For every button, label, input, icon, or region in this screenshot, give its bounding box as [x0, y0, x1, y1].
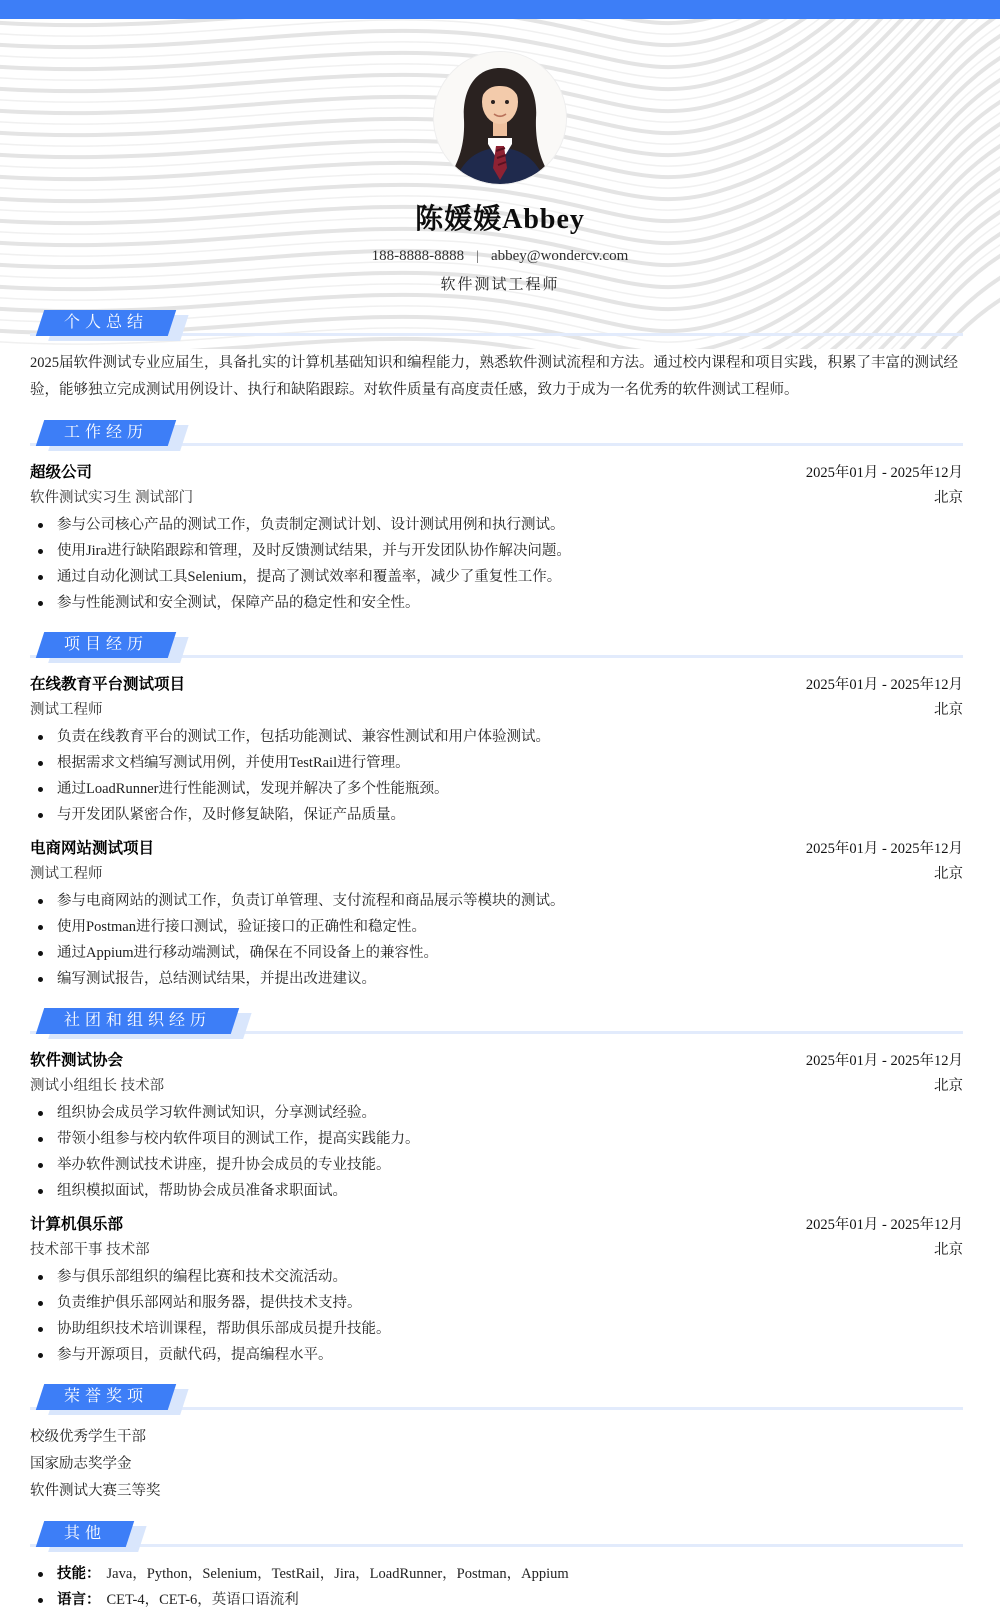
honor-item: 校级优秀学生干部 [30, 1429, 146, 1445]
entry-bullets [30, 512, 963, 616]
bullet-text: 参与电商网站的测试工作，负责订单管理、支付流程和商品展示等模块的测试。 [57, 893, 565, 909]
bullet-text: 参与开源项目，贡献代码，提高编程水平。 [57, 1347, 333, 1363]
contact-separator: | [476, 249, 479, 264]
bullet-item [30, 538, 963, 564]
bullet-text: 组织模拟面试，帮助协会成员准备求职面试。 [57, 1183, 347, 1199]
summary-text: 2025届软件测试专业应届生，具备扎实的计算机基础知识和编程能力，熟悉软件测试流程和方法。通过校内课程和项目实践，积累了丰富的测试经验，能够独立完成测试用例设计、执行和缺陷跟踪。对软件质量有高度责任感，致力于成为一名优秀的软件测试工程师。 [30, 355, 958, 398]
bullet-text: 通过Appium进行移动端测试，确保在不同设备上的兼容性。 [57, 945, 439, 961]
bullet-dot-icon [38, 601, 43, 606]
bullet-dot-icon [38, 1598, 43, 1603]
entry-location: 北京 [934, 702, 963, 718]
project-entry [30, 672, 963, 828]
section-title: 工作经历 [64, 424, 149, 441]
section-header-other [30, 1521, 963, 1547]
bullet-text: 使用Jira进行缺陷跟踪和管理，及时反馈测试结果，并与开发团队协作解决问题。 [57, 543, 571, 559]
entry-date: 2025年01月 - 2025年12月 [805, 677, 963, 693]
entry-date: 2025年01月 - 2025年12月 [805, 465, 963, 481]
section-tag-main [36, 310, 176, 336]
section-tag-main [36, 1384, 176, 1410]
bullet-dot-icon [38, 1301, 43, 1306]
profile-photo [434, 52, 566, 184]
bullet-dot-icon [38, 787, 43, 792]
section-header-work [30, 420, 963, 446]
bullet-dot-icon [38, 1137, 43, 1142]
section-tag [40, 420, 172, 446]
other-list [30, 1561, 963, 1613]
entry-title-row [30, 460, 963, 486]
honor-item: 软件测试大赛三等奖 [30, 1483, 161, 1499]
section-title: 社团和组织经历 [64, 1012, 212, 1029]
languages-line [30, 1587, 963, 1613]
entry-title: 软件测试协会 [30, 1052, 124, 1069]
bullet-dot-icon [38, 523, 43, 528]
phone-number: 188-8888-8888 [371, 248, 465, 264]
entry-subtitle-row [30, 698, 963, 723]
entry-date: 2025年01月 - 2025年12月 [805, 1053, 963, 1069]
section-tag-main [36, 632, 176, 658]
entry-date: 2025年01月 - 2025年12月 [805, 1217, 963, 1233]
section-header-projects [30, 632, 963, 658]
entry-title: 在线教育平台测试项目 [30, 676, 186, 693]
entry-title-row [30, 1212, 963, 1238]
entry-subtitle-row [30, 1074, 963, 1099]
bullet-item [30, 914, 963, 940]
honor-item: 国家励志奖学金 [30, 1456, 132, 1472]
skills-label: 技能： [57, 1566, 101, 1582]
entry-subtitle: 测试小组组长 技术部 [30, 1078, 165, 1094]
bullet-dot-icon [38, 1163, 43, 1168]
section-tag [40, 1521, 130, 1547]
bullet-item [30, 724, 963, 750]
project-entry [30, 836, 963, 992]
skills-text: Java，Python，Selenium，TestRail，Jira，LoadRunner，Postman，Appium [106, 1566, 569, 1582]
bullet-text: 带领小组参与校内软件项目的测试工作，提高实践能力。 [57, 1131, 420, 1147]
bullet-dot-icon [38, 575, 43, 580]
bullet-text: 通过LoadRunner进行性能测试，发现并解决了多个性能瓶颈。 [57, 781, 449, 797]
bullet-dot-icon [38, 951, 43, 956]
organization-entry [30, 1048, 963, 1204]
bullet-text: 组织协会成员学习软件测试知识，分享测试经验。 [57, 1105, 376, 1121]
bullet-item [30, 1342, 963, 1368]
section-header-honors [30, 1384, 963, 1410]
bullet-item [30, 1178, 963, 1204]
bullet-item [30, 1100, 963, 1126]
skills-line [30, 1561, 963, 1587]
bullet-item [30, 1126, 963, 1152]
entry-title: 超级公司 [30, 464, 93, 481]
candidate-name: 陈媛媛Abbey [415, 204, 585, 235]
bullet-item [30, 1264, 963, 1290]
bullet-item [30, 750, 963, 776]
entry-bullets [30, 724, 963, 828]
bullet-dot-icon [38, 813, 43, 818]
entry-subtitle-row [30, 1238, 963, 1263]
bullet-text: 编写测试报告，总结测试结果，并提出改进建议。 [57, 971, 376, 987]
entry-subtitle-row [30, 486, 963, 511]
entry-subtitle: 测试工程师 [30, 866, 103, 882]
top-accent-bar [0, 0, 1000, 19]
bullet-text: 参与俱乐部组织的编程比赛和技术交流活动。 [57, 1269, 347, 1285]
section-title: 个人总结 [64, 314, 149, 331]
bullet-item [30, 1152, 963, 1178]
bullet-item [30, 802, 963, 828]
section-header-summary [30, 310, 963, 336]
section-tag [40, 310, 172, 336]
section-tag [40, 632, 172, 658]
bullet-text: 举办软件测试技术讲座，提升协会成员的专业技能。 [57, 1157, 391, 1173]
bullet-dot-icon [38, 761, 43, 766]
email-address: abbey@wondercv.com [490, 248, 629, 264]
bullet-dot-icon [38, 1327, 43, 1332]
bullet-text: 参与性能测试和安全测试，保障产品的稳定性和安全性。 [57, 595, 420, 611]
bullet-item [30, 888, 963, 914]
entry-title-row [30, 836, 963, 862]
section-title: 其他 [64, 1525, 107, 1542]
bullet-text: 负责在线教育平台的测试工作，包括功能测试、兼容性测试和用户体验测试。 [57, 729, 550, 745]
entry-location: 北京 [934, 490, 963, 506]
bullet-text: 根据需求文档编写测试用例，并使用TestRail进行管理。 [57, 755, 410, 771]
entry-subtitle: 软件测试实习生 测试部门 [30, 490, 194, 506]
bullet-dot-icon [38, 549, 43, 554]
languages-text: CET-4，CET-6，英语口语流利 [106, 1592, 299, 1608]
bullet-dot-icon [38, 1572, 43, 1577]
languages-label: 语言： [57, 1592, 101, 1608]
bullet-text: 协助组织技术培训课程，帮助俱乐部成员提升技能。 [57, 1321, 391, 1337]
bullet-dot-icon [38, 1353, 43, 1358]
section-title: 荣誉奖项 [64, 1388, 149, 1405]
bullet-dot-icon [38, 1189, 43, 1194]
entry-bullets [30, 1264, 963, 1368]
resume-header [0, 19, 1000, 294]
bullet-item [30, 564, 963, 590]
bullet-dot-icon [38, 925, 43, 930]
entry-subtitle: 测试工程师 [30, 702, 103, 718]
bullet-dot-icon [38, 977, 43, 982]
bullet-item [30, 940, 963, 966]
entry-title-row [30, 1048, 963, 1074]
work-entry [30, 460, 963, 616]
entry-title: 电商网站测试项目 [30, 840, 155, 857]
entry-subtitle: 技术部干事 技术部 [30, 1242, 150, 1258]
bullet-text: 与开发团队紧密合作，及时修复缺陷，保证产品质量。 [57, 807, 405, 823]
bullet-item [30, 1316, 963, 1342]
bullet-item [30, 966, 963, 992]
bullet-dot-icon [38, 735, 43, 740]
bullet-item [30, 776, 963, 802]
resume-body [0, 310, 1000, 1613]
section-tag [40, 1384, 172, 1410]
contact-line [0, 248, 1000, 265]
entry-location: 北京 [934, 1242, 963, 1258]
entry-title: 计算机俱乐部 [30, 1216, 124, 1233]
bullet-text: 负责维护俱乐部网站和服务器，提供技术支持。 [57, 1295, 362, 1311]
bullet-dot-icon [38, 899, 43, 904]
section-title: 项目经历 [64, 636, 149, 653]
section-tag-main [36, 1521, 134, 1547]
bullet-item [30, 590, 963, 616]
bullet-dot-icon [38, 1111, 43, 1116]
section-tag-main [36, 420, 176, 446]
section-header-organizations [30, 1008, 963, 1034]
bullet-text: 通过自动化测试工具Selenium，提高了测试效率和覆盖率，减少了重复性工作。 [57, 569, 562, 585]
entry-bullets [30, 1100, 963, 1204]
section-tag-main [36, 1008, 239, 1034]
organization-entry [30, 1212, 963, 1368]
bullet-text: 参与公司核心产品的测试工作，负责制定测试计划、设计测试用例和执行测试。 [57, 517, 565, 533]
entry-title-row [30, 672, 963, 698]
bullet-text: 使用Postman进行接口测试，验证接口的正确性和稳定性。 [57, 919, 426, 935]
bullet-item [30, 512, 963, 538]
entry-location: 北京 [934, 1078, 963, 1094]
section-tag [40, 1008, 235, 1034]
entry-location: 北京 [934, 866, 963, 882]
job-title: 软件测试工程师 [440, 277, 560, 293]
portrait-illustration [434, 52, 566, 184]
entry-subtitle-row [30, 862, 963, 887]
bullet-item [30, 1290, 963, 1316]
bullet-dot-icon [38, 1275, 43, 1280]
entry-date: 2025年01月 - 2025年12月 [805, 841, 963, 857]
entry-bullets [30, 888, 963, 992]
